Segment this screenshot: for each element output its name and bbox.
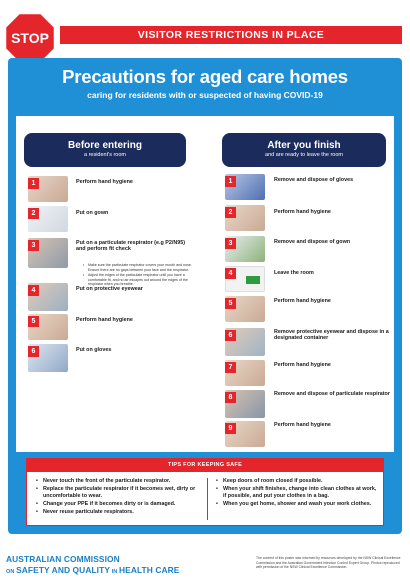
tips-right-list <box>216 478 378 509</box>
logo-line-2 <box>6 565 179 576</box>
tips-divider <box>207 478 208 520</box>
after-step-2-label: Perform hand hygiene <box>274 209 331 215</box>
tip-item: • Keep doors of room closed if possible. <box>216 478 378 485</box>
fit-check-notes <box>83 263 201 287</box>
logo-line-1: AUSTRALIAN COMMISSION <box>6 554 120 564</box>
stop-sign-text: STOP <box>11 30 49 46</box>
tips-left-list <box>36 478 202 517</box>
after-heading: After you finish <box>267 140 341 151</box>
tips-heading: TIPS FOR KEEPING SAFE <box>26 458 384 472</box>
step-number: 2 <box>28 208 39 219</box>
fit-note: • Make sure the particulate respirator covers your mouth and nose. Ensure there are no gaps between your face and the respirator. <box>83 263 201 273</box>
after-step-8-label: Remove and dispose of particulate respirator <box>274 391 390 397</box>
step-number: 8 <box>225 392 236 403</box>
after-step-6-label: Remove protective eyewear and dispose in a designated container <box>274 329 389 342</box>
fit-note: • Adjust the edges of the particulate respirator until you have a comfortable fit, and no air escapes out around the edges of the respirator when you breathe. <box>83 273 201 288</box>
logo-word: IN <box>110 568 119 575</box>
stop-sign-icon <box>4 12 56 64</box>
before-step-1-label: Perform hand hygiene <box>76 179 133 185</box>
step-number: 1 <box>225 176 236 187</box>
exit-sign-icon <box>246 276 260 284</box>
step-number: 4 <box>28 285 39 296</box>
step-number: 6 <box>28 346 39 357</box>
before-step-4-label: Put on protective eyewear <box>76 286 143 292</box>
commission-logo <box>6 554 179 575</box>
step-number: 7 <box>225 362 236 373</box>
page-subtitle: caring for residents with or suspected of having COVID-19 <box>87 90 323 100</box>
before-subheading: a resident's room <box>83 152 126 158</box>
before-step-2-label: Put on gown <box>76 210 109 216</box>
after-step-9-label: Perform hand hygiene <box>274 422 331 428</box>
after-subheading: and are ready to leave the room <box>265 152 343 158</box>
tip-item: • Replace the particulate respirator if it becomes wet, dirty or uncomfortable to wear. <box>36 486 202 500</box>
footnote: The content of this poster was informed by resources developed by the NSW Clinical Excellence Commission and the Australian Government Infection Control Expert Group. Photos reproduced with permission of the NSW Clinical Excellence Commission. <box>256 556 401 570</box>
before-step-5-label: Perform hand hygiene <box>76 317 133 323</box>
after-step-7-label: Perform hand hygiene <box>274 362 331 368</box>
logo-word: HEALTH CARE <box>118 564 180 575</box>
page-title: Precautions for aged care homes <box>62 66 348 87</box>
step-number: 5 <box>225 298 236 309</box>
tip-item: • When your shift finishes, change into clean clothes at work, if possible, and put your clothes in a bag. <box>216 486 378 500</box>
step-number: 1 <box>28 178 39 189</box>
after-step-5-label: Perform hand hygiene <box>274 298 331 304</box>
after-step-1-label: Remove and dispose of gloves <box>274 177 354 183</box>
logo-word: SAFETY AND QUALITY <box>16 564 111 575</box>
after-step-4-label: Leave the room <box>274 270 314 276</box>
tip-item: • Never touch the front of the particulate respirator. <box>36 478 202 485</box>
after-step-3-label: Remove and dispose of gown <box>274 239 351 245</box>
tip-item: • Change your PPE if it becomes dirty or is damaged. <box>36 501 202 508</box>
tip-item: • When you get home, shower and wash your work clothes. <box>216 501 378 508</box>
before-step-3-label: Put on a particulate respirator (e.g P2/N95) and perform fit check <box>76 240 186 253</box>
visitor-restrictions-banner: VISITOR RESTRICTIONS IN PLACE <box>60 26 402 44</box>
logo-word: ON <box>6 568 17 575</box>
step-number: 3 <box>28 240 39 251</box>
step-number: 3 <box>225 238 236 249</box>
tip-item: • Never reuse particulate respirators. <box>36 509 202 516</box>
before-heading: Before entering <box>68 140 142 151</box>
step-number: 6 <box>225 330 236 341</box>
step-number: 2 <box>225 207 236 218</box>
before-step-6-label: Put on gloves <box>76 347 112 353</box>
after-finish-header <box>222 133 386 167</box>
step-number: 5 <box>28 316 39 327</box>
before-entering-header <box>24 133 186 167</box>
step-number: 4 <box>225 268 236 279</box>
step-number: 9 <box>225 423 236 434</box>
